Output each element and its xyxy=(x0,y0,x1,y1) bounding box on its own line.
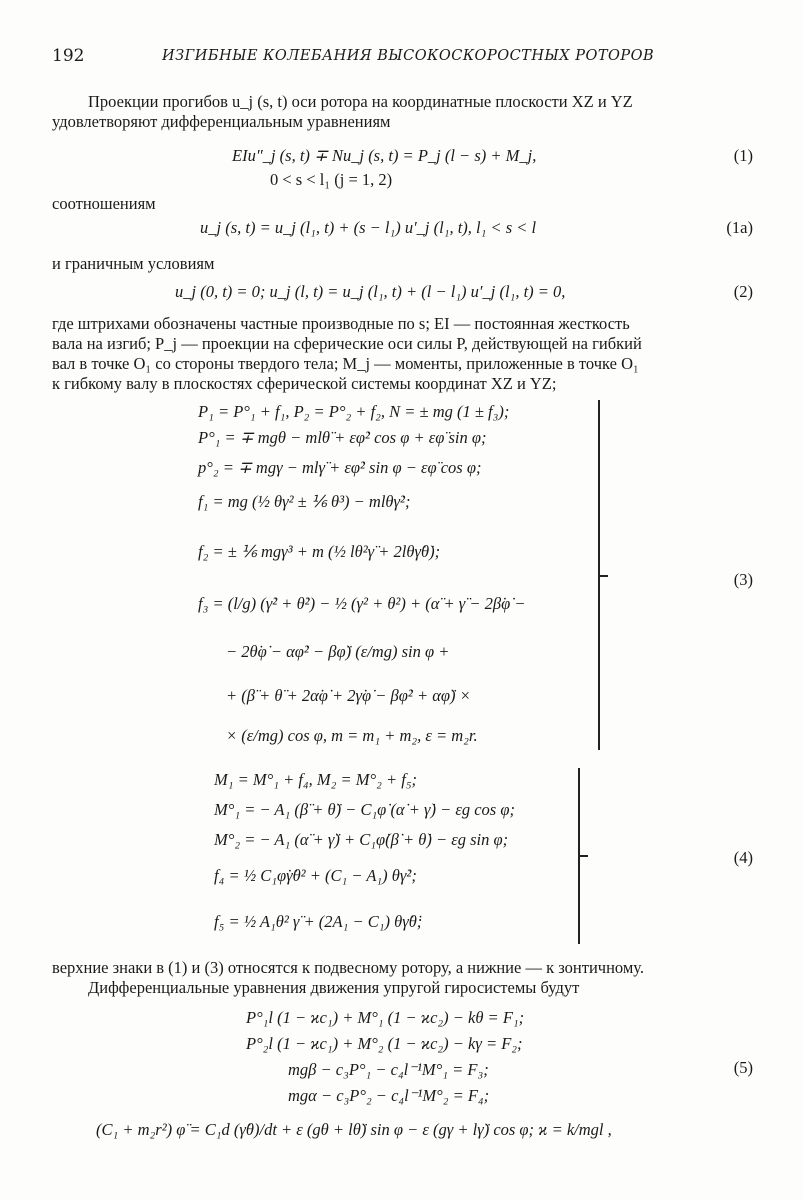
equation-number-1a: (1a) xyxy=(726,218,753,237)
equation-5-line: (C₁ + m₂r²) φ̈ = C₁d (γ̇θ)/dt + ε (gθ + lθ̈) sin φ − ε (gγ + lγ̈) cos φ; ϰ = k/mgl , xyxy=(96,1120,612,1139)
equation-number-3: (3) xyxy=(733,570,753,589)
system-brace-4-tip xyxy=(580,855,588,857)
system-brace-3-tip xyxy=(600,575,608,577)
equation-5-line: P°₁l (1 − ϰc₁) + M°₁ (1 − ϰc₂) − kθ = F₁; xyxy=(246,1008,525,1027)
paragraph-line: к гибкому валу в плоскостях сферической системы координат XZ и YZ; xyxy=(52,374,557,393)
equation-3-line: f₂ = ± ⅙ mgγ³ + m (½ lθ²γ̈ + 2lθγ̇θ̇); xyxy=(198,542,441,561)
paragraph-line: и граничным условиям xyxy=(52,254,215,273)
running-head: ИЗГИБНЫЕ КОЛЕБАНИЯ ВЫСОКОСКОРОСТНЫХ РОТОРОВ xyxy=(162,48,655,64)
paragraph-line: соотношениям xyxy=(52,194,156,213)
equation-5-line: mgβ − c₃P°₁ − c₄l⁻¹M°₁ = F₃; xyxy=(288,1060,489,1079)
equation-5-line: P°₂l (1 − ϰc₁) + M°₂ (1 − ϰc₂) − kγ = F₂; xyxy=(246,1034,523,1053)
equation-3-line: f₁ = mg (½ θγ² ± ⅙ θ³) − mlθγ̇²; xyxy=(198,492,411,511)
paragraph-line: Дифференциальные уравнения движения упругой гиросистемы будут xyxy=(88,978,580,997)
paragraph-line: вал в точке O₁ со стороны твердого тела; M_j — моменты, приложенные в точке O₁ xyxy=(52,354,639,373)
equation-3-line: − 2θ̇φ̇ − αφ̇² − βφ̈) (ε/mg) sin φ + xyxy=(226,642,450,661)
equation-1-line-2: 0 < s < l₁ (j = 1, 2) xyxy=(270,170,393,189)
paragraph-line: где штрихами обозначены частные производные по s; EI — постоянная жесткость xyxy=(52,314,630,333)
page-header xyxy=(52,46,752,70)
equation-5-line: mgα − c₃P°₂ − c₄l⁻¹M°₂ = F₄; xyxy=(288,1086,490,1105)
equation-3-line: p°₂ = ∓ mgγ − mlγ̈ + εφ̇² sin φ − εφ̈ cos φ; xyxy=(198,458,482,477)
equation-number-5: (5) xyxy=(733,1058,753,1077)
equation-3-line: × (ε/mg) cos φ, m = m₁ + m₂, ε = m₂r. xyxy=(226,726,478,745)
equation-4-line: f₄ = ½ C₁φ̇γ̇θ² + (C₁ − A₁) θγ̇²; xyxy=(214,866,417,885)
equation-2: u_j (0, t) = 0; u_j (l, t) = u_j (l₁, t) + (l − l₁) u′_j (l₁, t) = 0, xyxy=(175,282,566,301)
equation-number-4: (4) xyxy=(733,848,753,867)
equation-3-line: P₁ = P°₁ + f₁, P₂ = P°₂ + f₂, N = ± mg (1 ± f₃); xyxy=(198,402,510,421)
paragraph-line: Проекции прогибов u_j (s, t) оси ротора на координатные плоскости XZ и YZ xyxy=(88,92,633,111)
equation-4-line: M°₂ = − A₁ (α̈ + γ̈) + C₁φ̇(β̇ + θ̇) − εg sin φ; xyxy=(214,830,509,849)
equation-number-2: (2) xyxy=(733,282,753,301)
equation-3-line: + (β̈ + θ̈ + 2α̇φ̇ + 2γ̇φ̇ − βφ̇² + αφ̈) × xyxy=(226,686,471,705)
equation-number-1: (1) xyxy=(733,146,753,165)
equation-4-line: M°₁ = − A₁ (β̈ + θ̈) − C₁φ̇ (α̇ + γ̇) − εg cos φ; xyxy=(214,800,515,819)
equation-4-line: M₁ = M°₁ + f₄, M₂ = M°₂ + f₅; xyxy=(214,770,418,789)
equation-3-line: f₃ = (l/g) (γ̇² + θ̇²) − ½ (γ² + θ²) + (α̈ + γ̈ − 2β̇φ̇ − xyxy=(198,594,526,613)
paragraph-line: вала на изгиб; P_j — проекции на сферические оси силы P, действующей на гибкий xyxy=(52,334,642,353)
equation-1a: u_j (s, t) = u_j (l₁, t) + (s − l₁) u′_j (l₁, t), l₁ < s < l xyxy=(200,218,537,237)
paragraph-line: верхние знаки в (1) и (3) относятся к подвесному ротору, а нижние — к зонтичному. xyxy=(52,958,645,977)
equation-3-line: P°₁ = ∓ mgθ − mlθ̈ + εφ̇² cos φ + εφ̈ sin φ; xyxy=(198,428,487,447)
paragraph-line: удовлетворяют дифференциальным уравнениям xyxy=(52,112,391,131)
equation-4-line: f₅ = ½ A₁θ² γ̈ + (2A₁ − C₁) θγ̇θ̇; xyxy=(214,912,423,931)
equation-1-line-1: EIu″_j (s, t) ∓ Nu_j (s, t) = P_j (l − s) + M_j, xyxy=(232,146,537,165)
page-number: 192 xyxy=(52,46,85,66)
